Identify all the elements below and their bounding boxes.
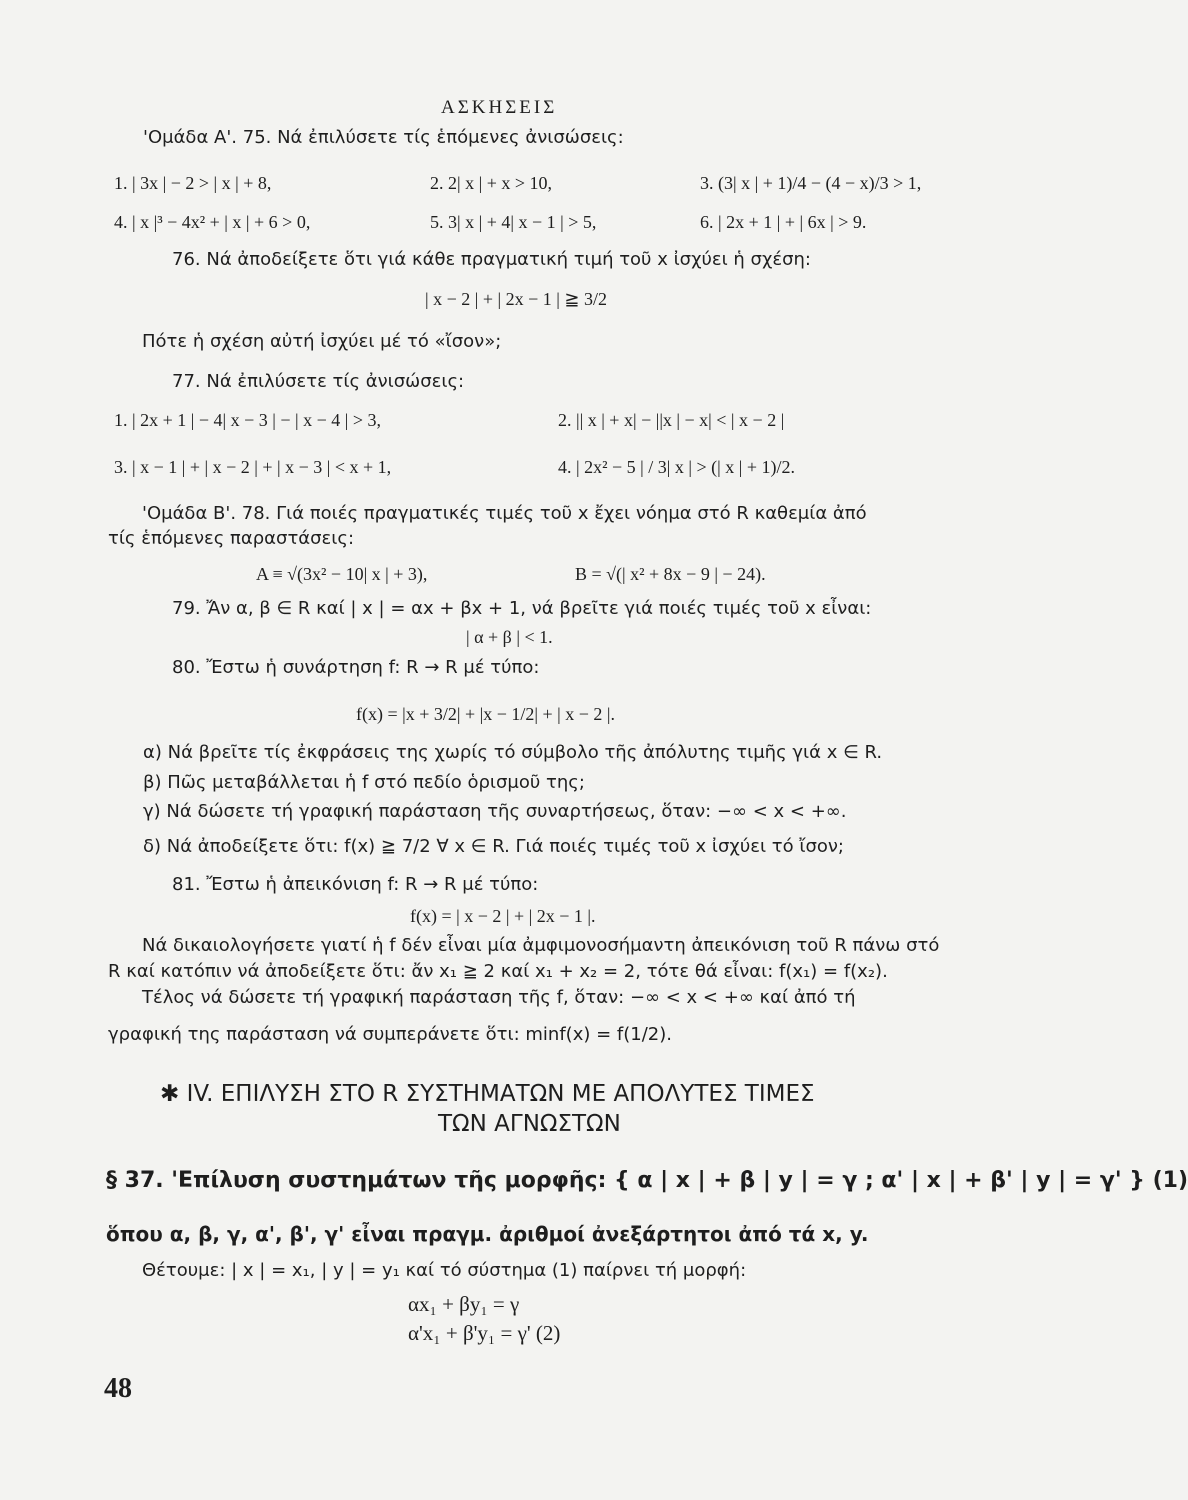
text-line: 'Ομάδα Β'. 78. Γιά ποιές πραγματικές τιμές τοῦ x ἔχει νόημα στό R καθεμία ἀπό	[142, 503, 867, 524]
exercise-item: 1. | 3x | − 2 > | x | + 8,	[114, 173, 272, 193]
text-line: Τέλος νά δώσετε τή γραφική παράσταση τῆς f, ὅταν: −∞ < x < +∞ καί ἀπό τή	[142, 987, 856, 1008]
text-line: 77. Νά ἐπιλύσετε τίς ἀνισώσεις:	[172, 371, 465, 392]
exercise-item: 6. | 2x + 1 | + | 6x | > 9.	[700, 212, 867, 232]
text-line: 80. Ἔστω ἡ συνάρτηση f: R → R μέ τύπο:	[172, 657, 540, 678]
text-line: ὅπου α, β, γ, α', β', γ' εἶναι πραγμ. ἀριθμοί ἀνεξάρτητοι ἀπό τά x, y.	[106, 1222, 869, 1246]
text-line: Νά δικαιολογήσετε γιατί ἡ f δέν εἶναι μία ἀμφιμονοσήμαντη ἀπεικόνιση τοῦ R πάνω στό	[142, 935, 940, 956]
text-line: 76. Νά ἀποδείξετε ὅτι γιά κάθε πραγματική τιμή τοῦ x ἰσχύει ἡ σχέση:	[172, 249, 811, 270]
text-line: R καί κατόπιν νά ἀποδείξετε ὅτι: ἄν x₁ ≧ 2 καί x₁ + x₂ = 2, τότε θά εἶναι: f(x₁) = f(x₂).	[108, 961, 888, 982]
equation: αx₁ + βy₁ = γ	[408, 1292, 520, 1316]
text-line: γ) Νά δώσετε τή γραφική παράσταση τῆς συναρτήσεως, ὅταν: −∞ < x < +∞.	[143, 801, 847, 822]
subsection-title: § 37. 'Επίλυση συστημάτων τῆς μορφῆς: { α | x | + β | y | = γ ; α' | x | + β' | y | = γ' } (1)	[106, 1168, 1188, 1193]
exercise-item: 1. | 2x + 1 | − 4| x − 3 | − | x − 4 | > 3,	[114, 410, 382, 430]
equation: f(x) = | x − 2 | + | 2x − 1 |.	[410, 906, 596, 926]
equation: α'x₁ + β'y₁ = γ' (2)	[408, 1321, 561, 1345]
exercise-item: 2. || x | + x| − ||x | − x| < | x − 2 |	[558, 410, 785, 430]
section-heading: ΑΣΚΗΣΕΙΣ	[441, 97, 558, 118]
page-number: 48	[104, 1373, 132, 1404]
text-line: 79. Ἄν α, β ∈ R καί | x | = αx + βx + 1, νά βρεῖτε γιά ποιές τιμές τοῦ x εἶναι:	[172, 598, 872, 619]
exercise-item: 2. 2| x | + x > 10,	[430, 173, 553, 193]
equation: f(x) = |x + 3/2| + |x − 1/2| + | x − 2 |.	[356, 704, 616, 724]
text-line: α) Νά βρεῖτε τίς ἐκφράσεις της χωρίς τό σύμβολο τῆς ἀπόλυτης τιμῆς γιά x ∈ R.	[143, 742, 883, 763]
exercise-item: 4. | x |³ − 4x² + | x | + 6 > 0,	[114, 212, 311, 232]
exercise-item: 4. | 2x² − 5 | / 3| x | > (| x | + 1)/2.	[558, 457, 795, 477]
text-line: 81. Ἔστω ἡ ἀπεικόνιση f: R → R μέ τύπο:	[172, 874, 539, 895]
text-line: Θέτουμε: | x | = x₁, | y | = y₁ καί τό σύστημα (1) παίρνει τή μορφή:	[142, 1260, 747, 1281]
exercise-item: 3. | x − 1 | + | x − 2 | + | x − 3 | < x + 1,	[114, 457, 392, 477]
section-title: ✱ IV. ΕΠΙΛΥΣΗ ΣΤΟ R ΣΥΣΤΗΜΑΤΩΝ ΜΕ ΑΠΟΛΥΤΕΣ ΤΙΜΕΣ	[160, 1081, 815, 1107]
equation: | α + β | < 1.	[466, 627, 553, 647]
exercise-item: 3. (3| x | + 1)/4 − (4 − x)/3 > 1,	[700, 173, 922, 193]
exercise-item: 5. 3| x | + 4| x − 1 | > 5,	[430, 212, 597, 232]
text-line: β) Πῶς μεταβάλλεται ἡ f στό πεδίο ὁρισμοῦ της;	[143, 772, 585, 793]
text-line: γραφική της παράσταση νά συμπεράνετε ὅτι: minf(x) = f(1/2).	[108, 1024, 672, 1045]
text-line: δ) Νά ἀποδείξετε ὅτι: f(x) ≧ 7/2 ∀ x ∈ R. Γιά ποιές τιμές τοῦ x ἰσχύει τό ἴσον;	[143, 836, 844, 857]
text-line: 'Ομάδα Α'. 75. Νά ἐπιλύσετε τίς ἑπόμενες ἀνισώσεις:	[143, 127, 624, 148]
equation: | x − 2 | + | 2x − 1 | ≧ 3/2	[425, 289, 607, 309]
text-line: τίς ἑπόμενες παραστάσεις:	[108, 528, 355, 549]
equation: Α ≡ √(3x² − 10| x | + 3),	[256, 564, 428, 584]
text-line: Πότε ἡ σχέση αὐτή ἰσχύει μέ τό «ἴσον»;	[142, 331, 502, 352]
section-title: ΤΩΝ ΑΓΝΩΣΤΩΝ	[438, 1111, 621, 1137]
equation: Β = √(| x² + 8x − 9 | − 24).	[575, 564, 766, 584]
